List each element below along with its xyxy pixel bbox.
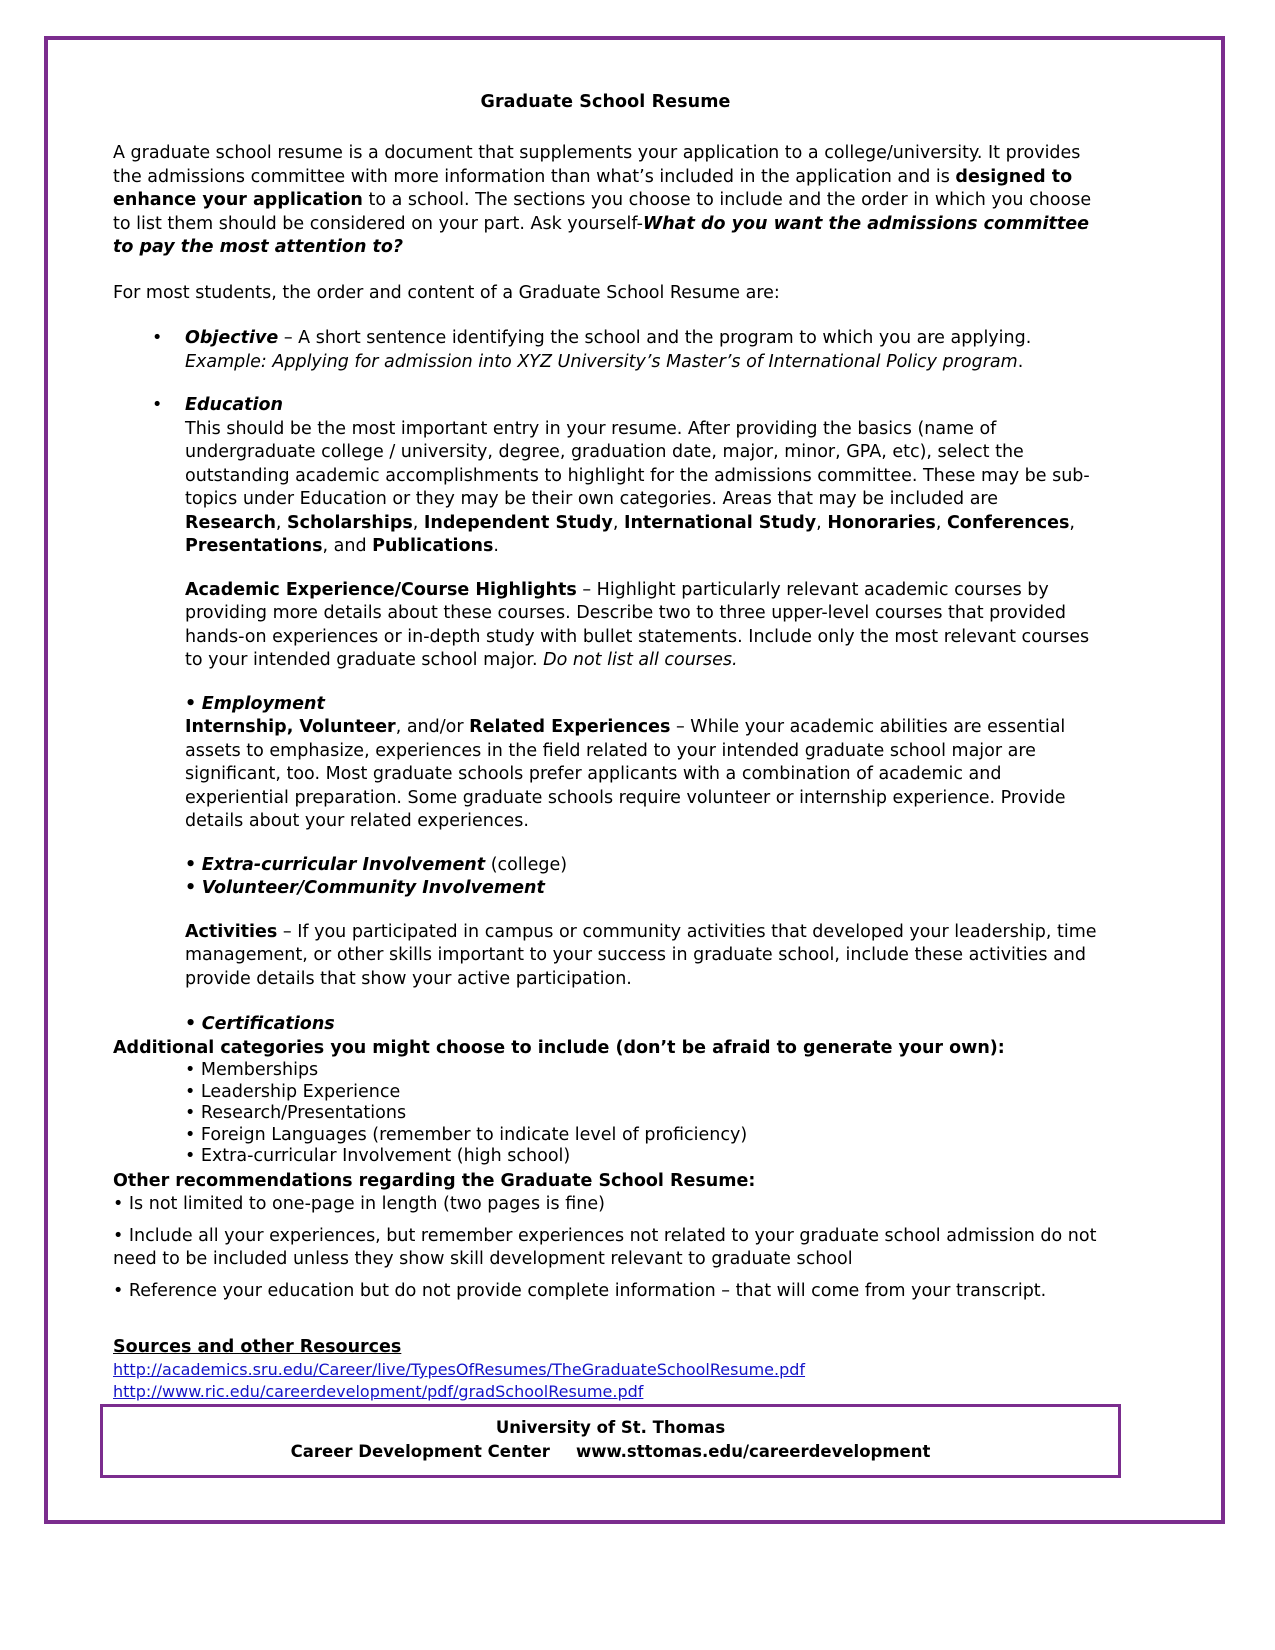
footer-department-name: Career Development Center — [290, 1442, 550, 1461]
source-link-1[interactable]: http://academics.sru.edu/Career/live/TypesOfResumes/TheGraduateSchoolResume.pdf — [113, 1360, 806, 1379]
objective-description: – A short sentence identifying the school and the program to which you are applying. — [278, 328, 1032, 348]
list-item: • Extra-curricular Involvement (high school) — [185, 1146, 571, 1166]
education-body-and: , and — [322, 536, 373, 556]
employment-bold-1: Internship, Volunteer — [185, 717, 396, 737]
bullet-icon: • — [185, 878, 197, 898]
education-area-4: Honoraries — [827, 512, 936, 533]
employment-mid-text: , and/or — [395, 717, 470, 737]
footer-website: www.sttomas.edu/careerdevelopment — [575, 1442, 931, 1461]
list-item: • Reference your education but do not provide complete information – that will come from your transcript. — [113, 1280, 1047, 1301]
employment-bold-2: Related Experiences — [469, 717, 671, 737]
list-item: • Leadership Experience — [185, 1081, 401, 1102]
education-area-2: Independent Study — [423, 512, 613, 533]
page-title: Graduate School Resume — [480, 92, 731, 112]
extracurricular-involvement-heading: Extra-curricular Involvement — [201, 854, 486, 875]
footer-department-line — [103, 1440, 1118, 1464]
main-sections-list — [113, 327, 1098, 559]
footer-box — [100, 1404, 1121, 1478]
source-link-2[interactable]: http://www.ric.edu/careerdevelopment/pdf/gradSchoolResume.pdf — [113, 1381, 644, 1401]
certifications-heading: Certifications — [201, 1014, 335, 1034]
activities-block — [113, 921, 1098, 992]
employment-heading: Employment — [201, 693, 325, 714]
additional-categories-list — [113, 1060, 1098, 1168]
academic-experience-body: – Highlight particularly relevant academic courses by providing more details about these courses. Describe two to three upper-level courses that provided hands-on experiences or in-depth study with bullet statements. Include only the most relevant courses to your intended graduate school major. — [185, 579, 1090, 670]
employment-body-block — [113, 716, 1098, 834]
intro-text-part2: to a school. The sections you choose to include and the order in which you choose to list them should be considered on your part. Ask yourself- — [113, 190, 1092, 234]
academic-experience-italic-tail: Do not list all courses. — [543, 650, 738, 670]
list-item: • Include all your experiences, but remember experiences not related to your graduate school admission do not need to be included unless they show skill development relevant to graduate school — [113, 1225, 1097, 1269]
education-area-5: Conferences — [946, 512, 1070, 533]
bullet-icon: • — [185, 693, 197, 714]
bullet-icon: • — [185, 1014, 197, 1034]
list-item: • Research/Presentations — [185, 1103, 407, 1123]
education-area-6: Presentations — [185, 536, 323, 556]
document-body — [113, 92, 1098, 1424]
bullet-icon: • — [185, 854, 197, 875]
education-body-end: . — [493, 536, 499, 556]
additional-categories-heading: Additional categories you might choose to include (don’t be afraid to generate your own): — [113, 1037, 1005, 1058]
education-body-text: This should be the most important entry in your resume. After providing the basics (name of undergraduate college / university, degree, graduation date, major, minor, GPA, etc), select the outstanding academic accomplishments to highlight for the admissions committee. These may be sub-topics under Education or they may be their own categories. Areas that may be included are — [185, 418, 1090, 509]
other-recommendations-heading: Other recommendations regarding the Graduate School Resume: — [113, 1170, 756, 1191]
education-area-0: Research — [185, 512, 276, 533]
list-item-education: • Education This should be the most important entry in your resume. After providing the basics (name of undergraduate college / university, degree, graduation date, major, minor, GPA, etc), select the outstanding academic accomplishments to highlight for the admissions committee. These may be sub-topics under Education or they may be their own categories. Areas that may be included are Research, Scholarships, Independent Study, International Study, Honoraries, Conferences, Presentations, and Publications. — [152, 395, 1090, 556]
volunteer-involvement-line — [113, 877, 1098, 901]
list-item-objective — [113, 327, 1098, 374]
objective-example: Example: Applying for admission into XYZ University’s Master’s of International Policy program — [185, 351, 1018, 372]
education-heading: Education — [185, 395, 283, 415]
intro-bold-phrase: designed to enhance your application — [113, 166, 1073, 210]
intro-text-part1: A graduate school resume is a document that supplements your application to a college/university. It provides the admissions committee with more information than what’s included in the application and is — [113, 143, 1081, 187]
sources-heading: Sources and other Resources — [113, 1337, 402, 1357]
activities-body: – If you participated in campus or community activities that developed your leadership, time management, or other skills important to your success in graduate school, include these activities and provide details that show your active participation. — [185, 921, 1097, 989]
extracurricular-involvement-suffix: (college) — [485, 854, 568, 875]
education-area-7: Publications — [372, 536, 494, 556]
education-area-1: Scholarships — [287, 512, 413, 533]
objective-example-period: . — [1017, 351, 1024, 372]
bullet-icon: • — [152, 328, 163, 348]
list-item: • Memberships — [185, 1060, 319, 1080]
intro-question-phrase: What do you want the admissions committee to pay the most attention to? — [113, 213, 1089, 257]
lead-in-paragraph: For most students, the order and content of a Graduate School Resume are: — [113, 282, 780, 303]
intro-paragraph — [113, 142, 1098, 260]
activities-heading: Activities — [185, 921, 278, 942]
extracurricular-involvement-line — [113, 854, 1098, 878]
footer-university-name: University of St. Thomas — [495, 1418, 726, 1437]
education-area-3: International Study — [623, 512, 817, 533]
employment-body: – While your academic abilities are essential assets to emphasize, experiences in the field related to your intended graduate school major are significant, too. Most graduate schools prefer applicants with a combination of academic and experiential preparation. Some graduate schools require volunteer or internship experience. Provide details about your related experiences. — [185, 717, 1066, 831]
other-recommendations-list — [113, 1193, 1098, 1303]
volunteer-involvement-heading: Volunteer/Community Involvement — [201, 878, 545, 898]
certifications-line — [113, 1013, 1098, 1037]
list-item: • Is not limited to one-page in length (two pages is fine) — [113, 1194, 605, 1214]
employment-heading-line — [113, 693, 1098, 717]
bullet-icon: • — [152, 395, 163, 415]
academic-experience-block — [113, 579, 1098, 673]
list-item: • Foreign Languages (remember to indicate level of proficiency) — [185, 1124, 748, 1145]
objective-heading: Objective — [185, 328, 279, 348]
academic-experience-heading: Academic Experience/Course Highlights — [185, 579, 577, 600]
